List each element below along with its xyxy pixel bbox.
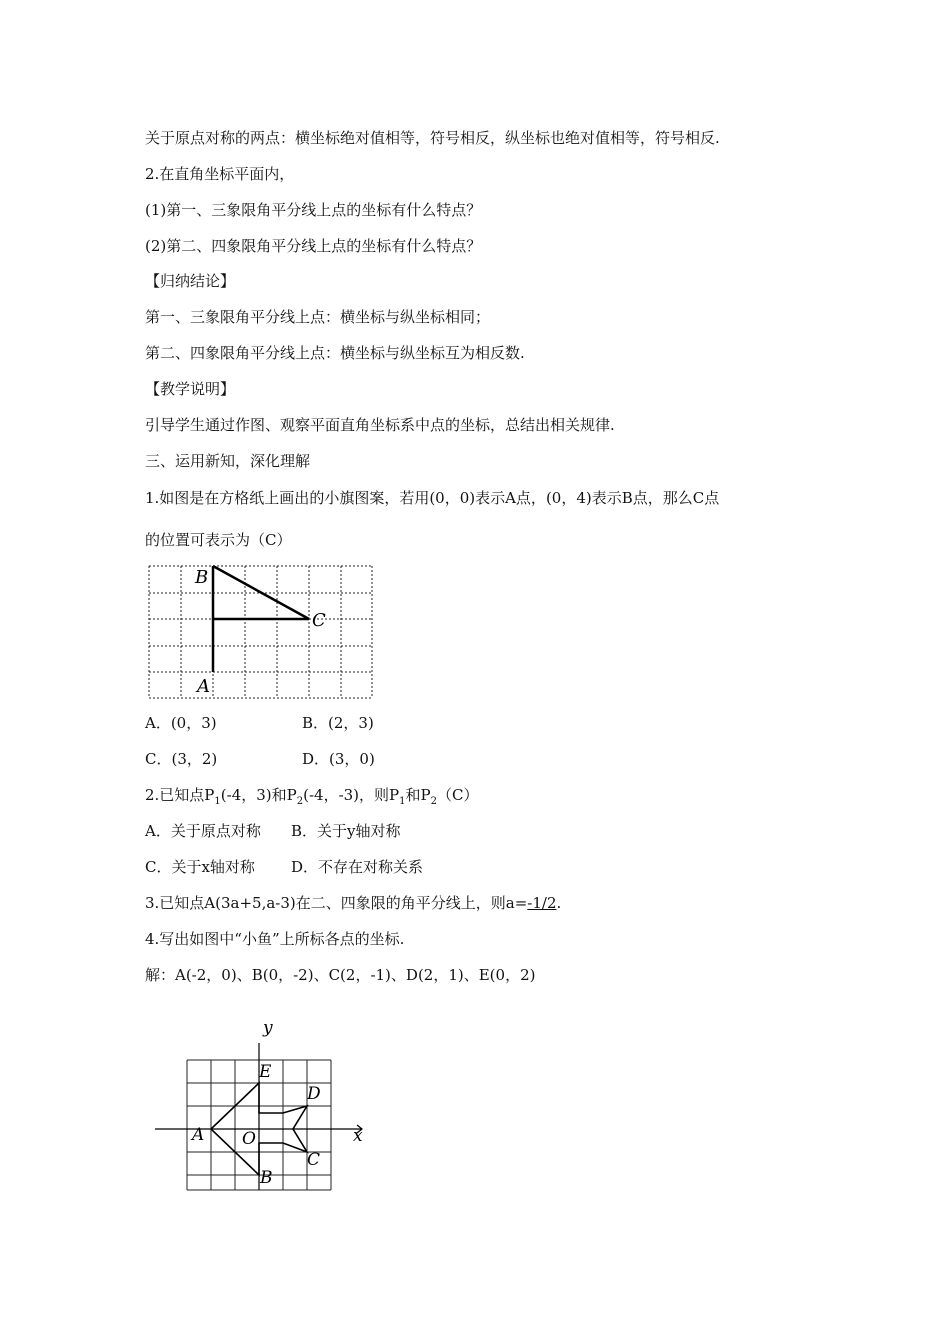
q2-option-c: C．关于x轴对称 bbox=[145, 858, 255, 876]
q1-option-b: B．(2，3) bbox=[302, 714, 374, 732]
point-label-b: B bbox=[195, 567, 209, 588]
text-line: 第二、四象限角平分线上点：横坐标与纵坐标互为相反数. bbox=[145, 344, 525, 362]
q2-option-d: D．不存在对称关系 bbox=[291, 858, 424, 876]
question-3-stem: 3.已知点A(3a+5,a-3)在二、四象限的角平分线上，则a=-1/2. bbox=[145, 894, 562, 912]
point-label-c: C bbox=[307, 1150, 321, 1170]
q1-option-d: D．(3，0) bbox=[302, 750, 375, 768]
point-label-b: B bbox=[260, 1168, 273, 1188]
text-line: (2)第二、四象限角平分线上点的坐标有什么特点？ bbox=[145, 237, 482, 255]
point-label-c: C bbox=[312, 610, 326, 631]
question-1-stem-cont: 的位置可表示为（C） bbox=[145, 531, 292, 549]
axis-label-x: x bbox=[353, 1126, 363, 1146]
q1-option-c: C．(3，2) bbox=[145, 750, 218, 768]
q1-option-a: A．(0，3) bbox=[145, 714, 217, 732]
question-4-stem: 4.写出如图中“小鱼”上所标各点的坐标. bbox=[145, 930, 405, 948]
question-2-stem: 2.已知点$P_1(-4$，3)和$P_2(-4$，-3)，则$P_1$和$P_2(C)$ bbox=[145, 786, 479, 807]
origin-label: O bbox=[242, 1129, 256, 1149]
text-line: 关于原点对称的两点：横坐标绝对值相等，符号相反，纵坐标也绝对值相等，符号相反. bbox=[145, 129, 720, 147]
text-line: 第一、三象限角平分线上点：横坐标与纵坐标相同； bbox=[145, 308, 491, 326]
section-heading: 【归纳结论】 bbox=[145, 272, 236, 290]
text-line: (1)第一、三象限角平分线上点的坐标有什么特点？ bbox=[145, 201, 482, 219]
fish-grid-figure bbox=[150, 1015, 375, 1200]
point-label-a: A bbox=[197, 676, 210, 697]
axis-label-y: y bbox=[263, 1018, 273, 1038]
section-heading: 【教学说明】 bbox=[145, 380, 236, 398]
q3-answer: -1/2 bbox=[527, 894, 557, 912]
flag-grid-figure bbox=[140, 558, 380, 704]
point-label-e: E bbox=[259, 1062, 272, 1082]
point-label-a: A bbox=[192, 1125, 205, 1145]
text-line: 2.在直角坐标平面内， bbox=[145, 165, 295, 183]
q2-option-b: B．关于y轴对称 bbox=[291, 822, 401, 840]
q2-option-a: A．关于原点对称 bbox=[145, 822, 261, 840]
question-1-stem: 1.如图是在方格纸上画出的小旗图案，若用(0，0)表示A点，(0，4)表示B点，那么C点 bbox=[145, 489, 720, 507]
text-line: 引导学生通过作图、观察平面直角坐标系中点的坐标，总结出相关规律. bbox=[145, 416, 615, 434]
question-4-answer: 解：A(-2，0)、B(0，-2)、C(2，-1)、D(2，1)、E(0，2) bbox=[145, 966, 536, 984]
section-heading: 三、运用新知，深化理解 bbox=[145, 452, 311, 470]
point-label-d: D bbox=[307, 1084, 321, 1104]
